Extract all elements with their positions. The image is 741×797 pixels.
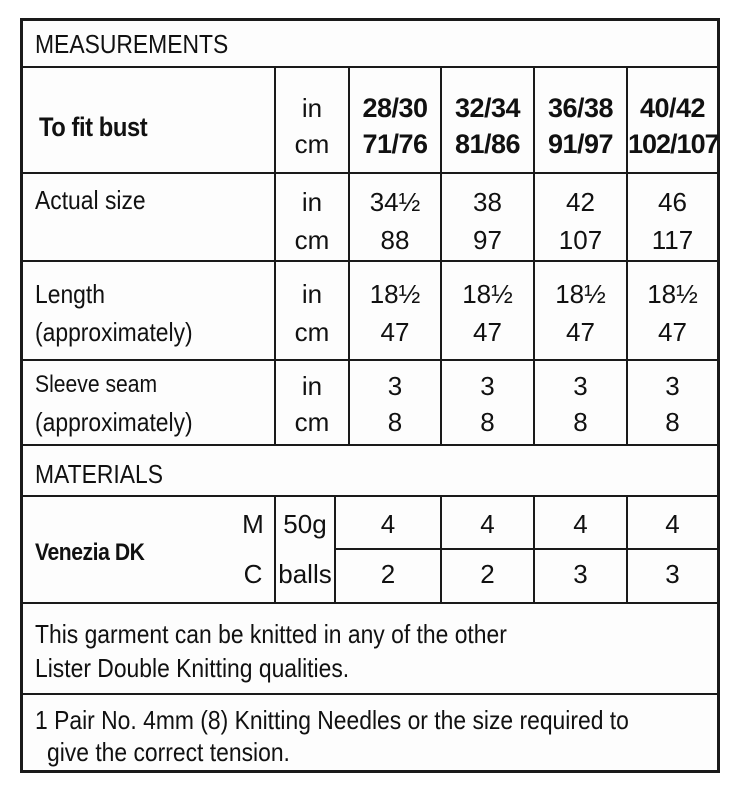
row-label-note: (approximately) bbox=[35, 317, 193, 347]
yarn-qty: 4 bbox=[665, 509, 680, 539]
size-cm: 81/86 bbox=[454, 129, 521, 159]
rule bbox=[23, 260, 717, 262]
colour-code: M bbox=[242, 509, 264, 539]
unit-in: in bbox=[301, 93, 323, 123]
yarn-qty: 4 bbox=[480, 509, 495, 539]
materials-title: MATERIALS bbox=[35, 459, 163, 489]
rule bbox=[23, 444, 717, 446]
needles-note: 1 Pair No. 4mm (8) Knitting Needles or the size required to bbox=[35, 705, 629, 735]
measurements-title: MEASUREMENTS bbox=[35, 29, 229, 59]
value-cm: 8 bbox=[573, 407, 588, 437]
value-in: 3 bbox=[480, 371, 495, 401]
needles-note: give the correct tension. bbox=[47, 737, 290, 767]
row-label: Length bbox=[35, 279, 105, 309]
row-unit: in bbox=[301, 279, 323, 309]
yarn-qty: 3 bbox=[665, 559, 680, 589]
row-unit: in bbox=[301, 187, 323, 217]
value-in: 3 bbox=[573, 371, 588, 401]
value-cm: 8 bbox=[480, 407, 495, 437]
rule bbox=[23, 66, 717, 68]
value-cm: 47 bbox=[380, 317, 410, 347]
size-in: 28/30 bbox=[362, 93, 428, 123]
size-in: 36/38 bbox=[547, 93, 614, 123]
value-cm: 47 bbox=[473, 317, 502, 347]
value-in: 18½ bbox=[462, 279, 513, 309]
row-unit: cm bbox=[294, 407, 330, 437]
measurements-table bbox=[20, 18, 720, 773]
value-cm: 97 bbox=[473, 225, 502, 255]
value-cm: 88 bbox=[380, 225, 410, 255]
row-label: Actual size bbox=[35, 185, 146, 215]
value-in: 42 bbox=[566, 187, 595, 217]
value-cm: 117 bbox=[651, 225, 694, 255]
ball-unit: balls bbox=[278, 559, 332, 589]
size-cm: 71/76 bbox=[362, 129, 428, 159]
value-cm: 8 bbox=[387, 407, 403, 437]
yarn-qty: 4 bbox=[380, 509, 396, 539]
size-cm: 91/97 bbox=[547, 129, 614, 159]
yarn-qty: 2 bbox=[480, 559, 495, 589]
value-in: 18½ bbox=[369, 279, 421, 309]
row-unit: cm bbox=[294, 317, 330, 347]
size-in: 40/42 bbox=[639, 93, 706, 123]
alternative-yarn-note: This garment can be knitted in any of the other bbox=[35, 619, 507, 649]
value-in: 18½ bbox=[555, 279, 606, 309]
alternative-yarn-note: Lister Double Knitting qualities. bbox=[35, 653, 350, 683]
ball-weight: 50g bbox=[283, 509, 327, 539]
rule bbox=[334, 548, 717, 550]
yarn-qty: 2 bbox=[380, 559, 396, 589]
rule bbox=[23, 172, 717, 174]
value-cm: 107 bbox=[558, 225, 603, 255]
yarn-qty: 4 bbox=[573, 509, 588, 539]
rule bbox=[23, 359, 717, 361]
row-label: Sleeve seam bbox=[35, 371, 158, 398]
rule bbox=[23, 693, 717, 695]
value-in: 34½ bbox=[369, 187, 421, 217]
value-in: 38 bbox=[473, 187, 502, 217]
unit-cm: cm bbox=[294, 129, 330, 159]
rule bbox=[23, 495, 717, 497]
value-cm: 47 bbox=[658, 317, 687, 347]
yarn-qty: 3 bbox=[573, 559, 588, 589]
value-in: 3 bbox=[665, 371, 680, 401]
value-in: 18½ bbox=[647, 279, 698, 309]
value-cm: 47 bbox=[566, 317, 595, 347]
row-unit: in bbox=[301, 371, 323, 401]
value-cm: 8 bbox=[665, 407, 680, 437]
yarn-name: Venezia DK bbox=[35, 539, 145, 566]
colour-code: C bbox=[243, 559, 263, 589]
fit-bust-label: To fit bust bbox=[39, 112, 148, 142]
size-cm: 102/107 bbox=[628, 129, 719, 159]
value-in: 46 bbox=[658, 187, 687, 217]
rule bbox=[23, 602, 717, 604]
row-unit: cm bbox=[294, 225, 330, 255]
row-label-note: (approximately) bbox=[35, 407, 193, 437]
value-in: 3 bbox=[387, 371, 403, 401]
size-in: 32/34 bbox=[454, 93, 521, 123]
